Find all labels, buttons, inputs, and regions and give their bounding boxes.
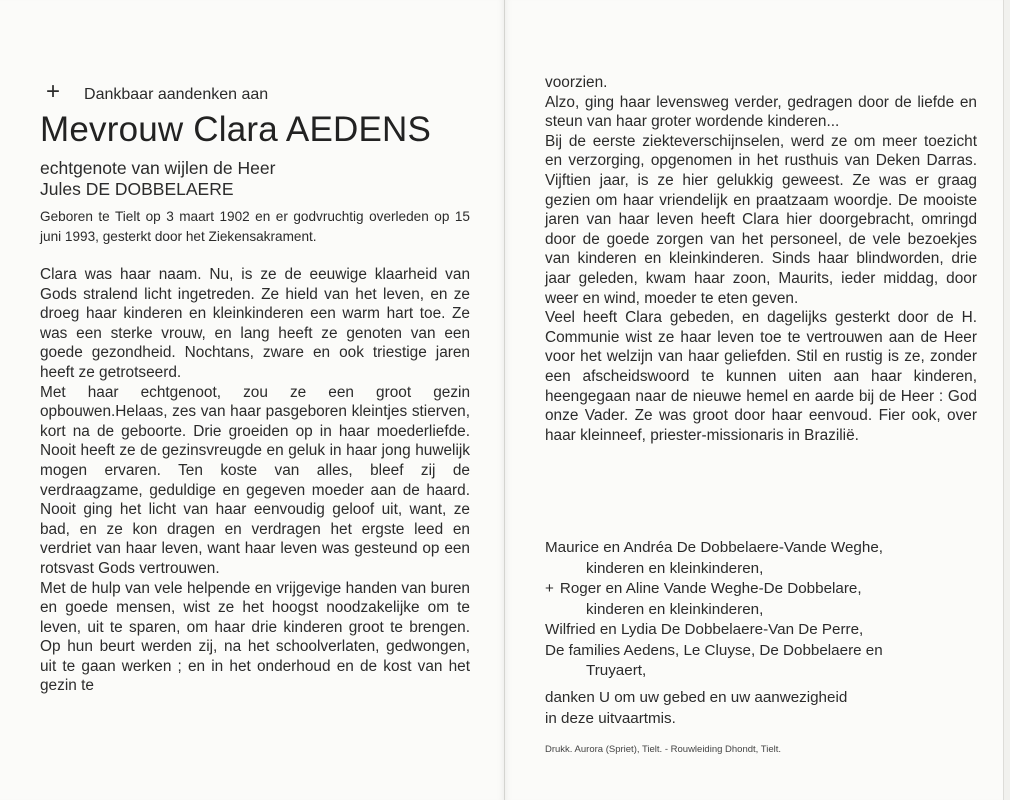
family-line: De families Aedens, Le Cluyse, De Dobbelaere en — [545, 641, 883, 659]
family-line — [545, 579, 985, 600]
cross-icon: + — [545, 580, 554, 597]
memorial-header — [46, 80, 268, 104]
thanks-text — [545, 688, 847, 729]
paragraph: voorzien. — [545, 74, 608, 91]
cross-icon: + — [46, 78, 61, 105]
spouse-info — [40, 158, 275, 200]
paragraph: Bij de eerste ziekteverschijnselen, werd ze om meer toezicht en verzorging, opgenomen in het rusthuis van Deken Darras. Vijftien jaar, is ze hier gelukkig geweest. Ze was er graag gezien om haar vriendelijk en praatzaam woordje. De mooiste jaren van haar leven heeft Clara hier doorgebracht, omringd door de goede zorgen van het personeel, de vele bezoekjes van kinderen en kleinkinderen. Sinds haar blindworden, drie jaar geleden, kwam haar zoon, Maurits, ieder middag, door weer en wind, moeder te eten geven. — [545, 132, 977, 307]
printer-credit: Drukk. Aurora (Spriet), Tielt. - Rouwleiding Dhondt, Tielt. — [545, 744, 782, 755]
page-edge — [1003, 0, 1010, 800]
paragraph: Alzo, ging haar levensweg verder, gedragen door de liefde en steun van haar groter wordende kinderen... — [545, 93, 977, 131]
right-body-text — [545, 73, 977, 445]
spouse-line-2: Jules DE DOBBELAERE — [40, 179, 234, 199]
paragraph: Clara was haar naam. Nu, is ze de eeuwige klaarheid van Gods stralend licht ingetreden. Ze hield van het leven, en ze droeg haar kinderen en kleinkinderen een warm hart toe. Ze was een sterke vrouw, en lang heeft ze genoten van een goede gezondheid. Nochtans, zware en ook triestige jaren heeft ze getrotseerd. — [40, 266, 470, 381]
memorial-heading: Dankbaar aandenken aan — [84, 86, 269, 103]
paragraph: Met de hulp van vele helpende en vrijgevige handen van buren en goede mensen, wist ze het hoogst noodzakelijke om te leven, uit te sparen, om haar drie kinderen groot te brengen. Op hun beurt werden zij, na het schoolverlaten, gedwongen, uit te gaan werken ; en in het onderhoud en de kost van het gezin te — [40, 579, 470, 695]
spouse-line-1: echtgenote van wijlen de Heer — [40, 158, 276, 178]
family-line: Truyaert, — [586, 662, 647, 679]
family-line: kinderen en kleinkinderen, — [586, 600, 764, 618]
family-line: Maurice en Andréa De Dobbelaere-Vande Weghe, — [545, 539, 883, 556]
left-body-text — [40, 265, 470, 696]
family-line: Wilfried en Lydia De Dobbelaere-Van De Perre, — [545, 621, 864, 638]
family-list — [545, 538, 985, 682]
paragraph: Met haar echtgenoot, zou ze een groot gezin opbouwen.Helaas, zes van haar pasgeboren kleintjes stierven, kort na de geboorte. Drie groeiden op in haar moederliefde. Nooit heeft ze de gezinsvreugde en geluk in haar jong huwelijk mogen ervaren. Ten koste van alles, bleef zij de verdraagzame, geduldige en gegeven moeder aan de haard. Nooit ging het licht van haar eenvoudig geloof uit, want, ze bad, en ze kon dragen en verdragen het ergste leed en verdriet van haar leven, want haar leven was gesteund op een rotsvast Gods vertrouwen. — [40, 383, 470, 577]
thanks-line-2: in deze uitvaartmis. — [545, 709, 676, 727]
birth-death-info: Geboren te Tielt op 3 maart 1902 en er godvruchtig overleden op 15 juni 1993, gesterkt door het Ziekensakrament. — [40, 209, 470, 244]
deceased-name: Mevrouw Clara AEDENS — [40, 110, 432, 149]
paragraph: Veel heeft Clara gebeden, en dagelijks gesterkt door de H. Communie wist ze haar leven toe te vertrouwen aan de Heer voor het welzijn van haar geliefden. Stil en rustig is ze, zonder een afscheidswoord te kunnen uiten aan haar kinderen, heengegaan naar de nieuwe hemel en aarde bij de Heer : God onze Vader. Ze was groot door haar eenvoud. Fier ook, over haar kleinneef, priester-missionaris in Brazilië. — [545, 309, 977, 444]
family-line: kinderen en kleinkinderen, — [586, 559, 764, 577]
right-page — [505, 0, 1010, 800]
family-line-text: Roger en Aline Vande Weghe-De Dobbelare, — [559, 580, 862, 597]
thanks-line-1: danken U om uw gebed en uw aanwezigheid — [545, 689, 848, 706]
